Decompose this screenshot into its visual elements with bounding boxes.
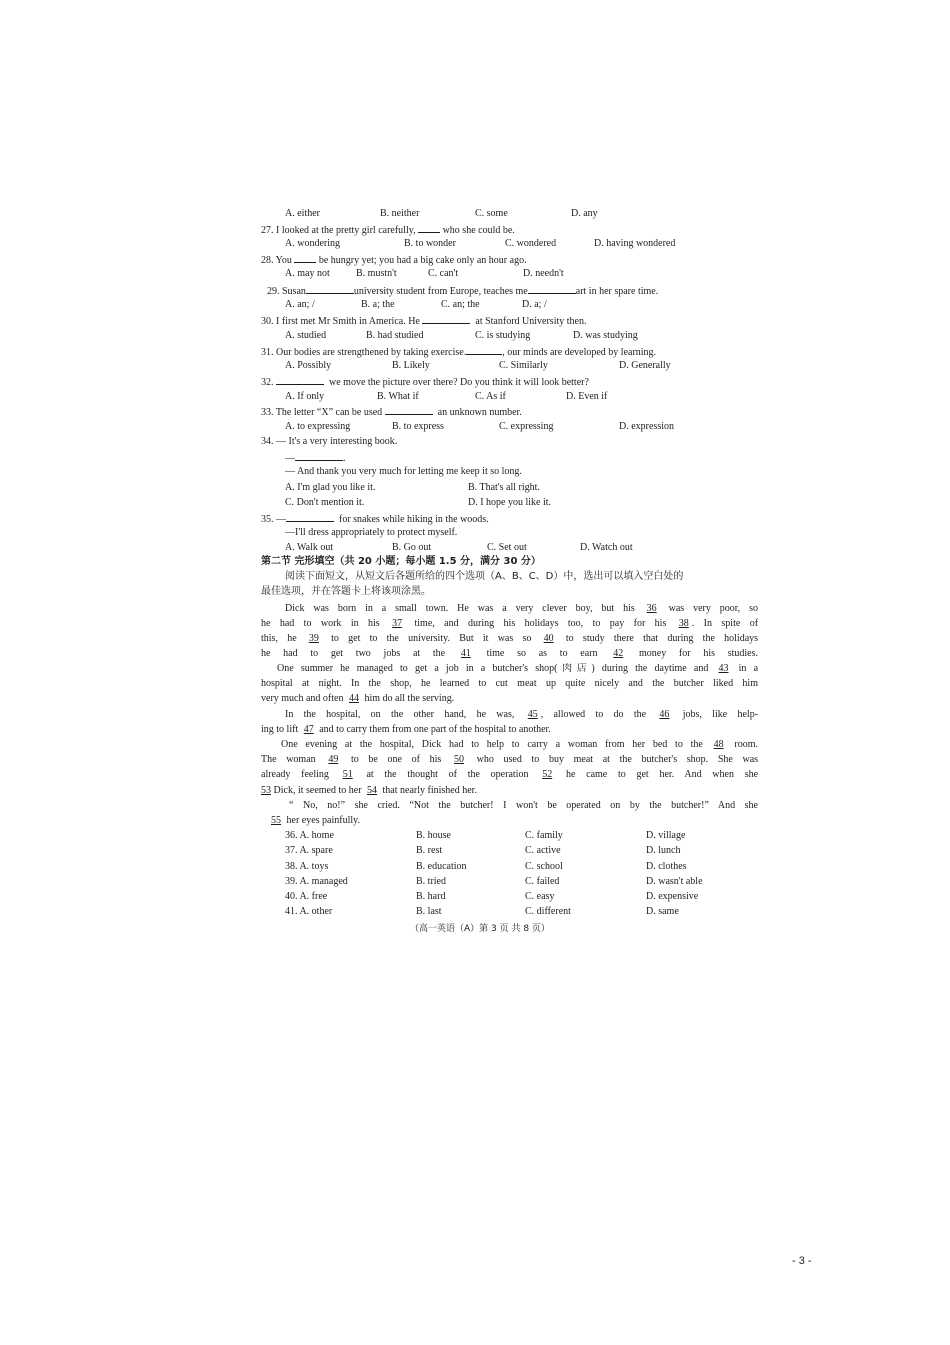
- answer-option: B. last: [416, 906, 442, 917]
- q27-option-b: B. to wonder: [404, 238, 456, 249]
- q28-option-d: D. needn't: [523, 268, 564, 279]
- q29-option-b: B. a; the: [361, 299, 395, 310]
- q30-option-b: B. had studied: [366, 330, 424, 341]
- answer-option: B. house: [416, 830, 451, 841]
- answer-option: 38. A. toys: [285, 861, 329, 872]
- passage-line-8: In the hospital, on the other hand, he was, 45 , allowed to do the 46 jobs, like help-: [285, 709, 758, 720]
- q30-option-d: D. was studying: [573, 330, 638, 341]
- section-heading: 第二节 完形填空（共 20 小题；每小题 1.5 分，满分 30 分）: [261, 556, 541, 567]
- q30-option-c: C. is studying: [475, 330, 531, 341]
- passage-line-2: he had to work in his 37 time, and during his holidays too, to pay for his 38 . In spite of: [261, 618, 758, 629]
- q31-option-b: B. Likely: [392, 360, 430, 371]
- answer-option: C. different: [525, 906, 571, 917]
- q29-stem: 29. Susan university student from Europe, teaches me art in her spare time.: [267, 286, 659, 297]
- passage-line-5: One summer he managed to get a job in a butcher's shop(肉店) during the daytime and 43 in a: [277, 663, 758, 674]
- q28-option-a: A. may not: [285, 268, 330, 279]
- q33-stem: 33. The letter “X” can be used an unknown number.: [261, 407, 522, 418]
- passage-line-4: he had to get two jobs at the 41 time so as to earn 42 money for his studies.: [261, 648, 758, 659]
- section-instruction-2: 最佳选项，并在答题卡上将该项涂黑。: [261, 586, 431, 597]
- q31-option-d: D. Generally: [619, 360, 671, 371]
- q32-option-c: C. As if: [475, 391, 506, 402]
- q33-option-c: C. expressing: [499, 421, 554, 432]
- q26-option-d: D. any: [571, 208, 598, 219]
- answer-option: B. tried: [416, 876, 446, 887]
- q34-line-1: 34. — It's a very interesting book.: [261, 436, 398, 447]
- passage-line-7: very much and often 44 him do all the serving.: [261, 693, 455, 704]
- q34-option-d: D. I hope you like it.: [468, 497, 552, 508]
- q28-option-c: C. can't: [428, 268, 459, 279]
- q26-option-c: C. some: [475, 208, 508, 219]
- passage-line-13: 53 Dick, it seemed to her 54 that nearly finished her.: [261, 785, 477, 796]
- q35-option-a: A. Walk out: [285, 542, 334, 553]
- q31-option-a: A. Possibly: [285, 360, 332, 371]
- answer-option: C. school: [525, 861, 563, 872]
- q30-option-a: A. studied: [285, 330, 327, 341]
- answer-option: B. education: [416, 861, 467, 872]
- passage-line-14: “ No, no!” she cried. “Not the butcher! I won't be operated on by the butcher!” And she: [289, 800, 758, 811]
- q31-option-c: C. Similarly: [499, 360, 548, 371]
- answer-option: 37. A. spare: [285, 845, 333, 856]
- q35-option-d: D. Watch out: [580, 542, 633, 553]
- passage-line-3: this, he 39 to get to the university. But it was so 40 to study there that during the holidays: [261, 633, 758, 644]
- q27-option-a: A. wondering: [285, 238, 340, 249]
- q29-option-a: A. an; /: [285, 299, 315, 310]
- answer-option: D. clothes: [646, 861, 687, 872]
- passage-line-15: 55 her eyes painfully.: [271, 815, 360, 826]
- q33-option-a: A. to expressing: [285, 421, 351, 432]
- answer-option: D. wasn't able: [646, 876, 703, 887]
- q34-line-3: — And thank you very much for letting me keep it so long.: [285, 466, 522, 477]
- q31-stem: 31. Our bodies are strengthened by taking exercise. , our minds are developed by learning.: [261, 347, 657, 358]
- answer-option: C. failed: [525, 876, 560, 887]
- q27-option-d: D. having wondered: [594, 238, 676, 249]
- answer-option: D. same: [646, 906, 679, 917]
- q34-option-b: B. That's all right.: [468, 482, 540, 493]
- q33-option-d: D. expression: [619, 421, 674, 432]
- answer-option: 39. A. managed: [285, 876, 348, 887]
- q26-option-b: B. neither: [380, 208, 420, 219]
- answer-option: B. rest: [416, 845, 443, 856]
- q35-option-b: B. Go out: [392, 542, 432, 553]
- passage-line-9: ing to lift 47 and to carry them from one part of the hospital to another.: [261, 724, 551, 735]
- section-instruction-1: 阅读下面短文，从短文后各题所给的四个选项（A、B、C、D）中，选出可以填入空白处的: [285, 571, 684, 582]
- answer-option: 36. A. home: [285, 830, 334, 841]
- q32-stem: 32. we move the picture over there? Do you think it will look better?: [261, 377, 589, 388]
- q35-line-2: —I'll dress appropriately to protect myself.: [285, 527, 458, 538]
- q28-option-b: B. mustn't: [356, 268, 397, 279]
- q29-option-c: C. an; the: [441, 299, 480, 310]
- q27-option-c: C. wondered: [505, 238, 557, 249]
- answer-option: 40. A. free: [285, 891, 328, 902]
- passage-line-12: already feeling 51 at the thought of the operation 52 he came to get her. And when she: [261, 769, 758, 780]
- q32-option-d: D. Even if: [566, 391, 608, 402]
- q35-option-c: C. Set out: [487, 542, 527, 553]
- answer-option: C. family: [525, 830, 563, 841]
- passage-line-1: Dick was born in a small town. He was a very clever boy, but his 36 was very poor, so: [285, 603, 758, 614]
- answer-option: C. active: [525, 845, 561, 856]
- passage-line-6: hospital at night. In the shop, he learned to cut meat up quite nicely and the butcher liked him: [261, 678, 758, 689]
- q34-option-c: C. Don't mention it.: [285, 497, 365, 508]
- q32-option-b: B. What if: [377, 391, 419, 402]
- q26-option-a: A. either: [285, 208, 320, 219]
- answer-option: C. easy: [525, 891, 555, 902]
- answer-option: 41. A. other: [285, 906, 333, 917]
- q35-stem: 35. — for snakes while hiking in the woods.: [261, 514, 489, 525]
- q27-stem: 27. I looked at the pretty girl carefully, who she could be.: [261, 225, 515, 236]
- answer-option: D. village: [646, 830, 686, 841]
- passage-line-10: One evening at the hospital, Dick had to help to carry a woman from her bed to the 48 room.: [281, 739, 758, 750]
- page-footer: （高一英语（A）第 3 页 共 8 页）: [410, 924, 550, 934]
- q30-stem: 30. I first met Mr Smith in America. He at Stanford University then.: [261, 316, 587, 327]
- q28-stem: 28. You be hungry yet; you had a big cake only an hour ago.: [261, 255, 527, 266]
- q33-option-b: B. to express: [392, 421, 444, 432]
- q34-line-2: — .: [285, 453, 346, 464]
- answer-option: D. lunch: [646, 845, 681, 856]
- q29-option-d: D. a; /: [522, 299, 547, 310]
- passage-line-11: The woman 49 to be one of his 50 who used to buy meat at the butcher's shop. She was: [261, 754, 758, 765]
- answer-option: B. hard: [416, 891, 446, 902]
- q34-option-a: A. I'm glad you like it.: [285, 482, 376, 493]
- page-number: - 3 -: [792, 1255, 812, 1267]
- answer-option: D. expensive: [646, 891, 699, 902]
- q32-option-a: A. If only: [285, 391, 325, 402]
